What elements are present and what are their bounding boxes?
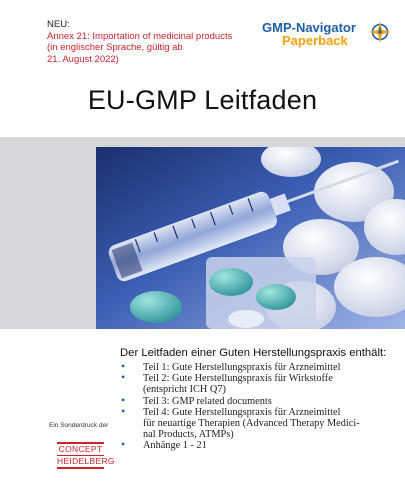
- news-notice: [47, 19, 232, 65]
- list-item: [120, 359, 400, 373]
- list-item-text: für neuartige Therapien (Advanced Therapy Medici-: [143, 418, 360, 430]
- list-item: [120, 437, 400, 452]
- list-item-text: Teil 2: Gute Herstellungspraxis für Wirkstoffe: [143, 373, 333, 385]
- contents-heading: Der Leitfaden einer Guten Herstellungspraxis enthält:: [120, 347, 387, 359]
- logo-line2: HEIDELBERG: [57, 456, 115, 466]
- compass-rose-icon: [369, 21, 391, 43]
- list-item: [120, 392, 400, 407]
- news-line: Annex 21: Importation of medicinal products: [47, 30, 233, 42]
- news-line: 21. August 2022): [47, 53, 119, 65]
- publisher-label: Ein Sonderdruck der: [49, 422, 109, 429]
- list-item: [120, 370, 400, 396]
- list-item-text: Teil 1: Gute Herstellungspraxis für Arzneimittel: [143, 362, 341, 373]
- bullet-icon: •: [121, 370, 126, 385]
- news-header: NEU:: [47, 19, 70, 30]
- page-title: EU-GMP Leitfaden: [87, 85, 318, 115]
- bullet-icon: •: [121, 403, 126, 418]
- list-item-text: Teil 4: Gute Herstellungspraxis für Arzneimittel: [143, 406, 341, 418]
- list-item-text: nal Products, ATMPs): [143, 429, 234, 441]
- list-item-text: (entspricht ICH Q7): [143, 384, 226, 396]
- brand-line2: Paperback: [282, 33, 348, 48]
- bullet-icon: •: [121, 359, 126, 373]
- list-item-text: Anhänge 1 - 21: [143, 440, 207, 452]
- cover-photo-syringe-pills: [96, 147, 405, 329]
- contents-list: [120, 347, 400, 452]
- bullet-icon: •: [121, 437, 126, 452]
- contents-items: [120, 359, 400, 452]
- bullet-icon: •: [121, 392, 126, 407]
- list-item: [120, 403, 400, 441]
- news-line: (in englischer Sprache, gültig ab: [47, 42, 183, 53]
- logo-rule: [57, 467, 104, 469]
- logo-line1: CONCEPT: [58, 444, 103, 454]
- brand-line1: GMP-Navigator: [262, 20, 356, 35]
- list-item-text: Teil 3: GMP related documents: [143, 395, 272, 407]
- concept-heidelberg-logo: [57, 442, 115, 469]
- gmp-navigator-logo: [262, 20, 394, 52]
